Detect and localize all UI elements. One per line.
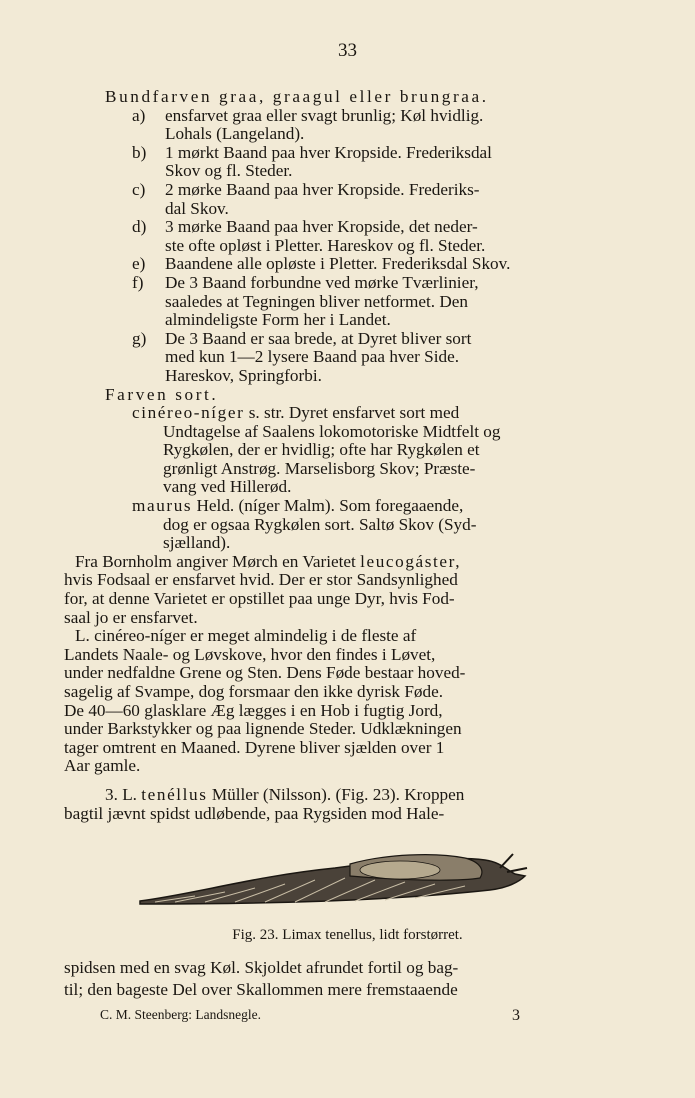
list-item-c: c) 2 mørke Baand paa hver Kropside. Frederiks- xyxy=(132,179,480,199)
page-body: Bundfarven graa, graagul eller brungraa. a) ensfarvet graa eller svagt brunlig; Køl hvidlig. Lohals (Langeland). b) 1 mørkt Baand paa hver Kropside. Frederiksdal Skov og fl. Steder. c) 2 mørke Baand paa hver Kropside. Frederiks- dal Skov. d) 3 mørke Baand paa hver Kropside, det neder- ste ofte opløst i Pletter. Hareskov og fl. Steder. e) Baandene alle opløste i Pletter. Frederiksdal Skov. f) De 3 Baand forbundne ved mørke Tværlinier, saaledes at Tegningen bliver netformet. Den almindeligste Form her i Landet. g) De 3 Baand er saa brede, at Dyret bliver sort med kun 1—2 lysere Baand paa hver Side. Hareskov, Springforbi. Farven sort. cinéreo-níger s. str. Dyret ensfarvet sort med Undtagelse af Saalens lokomotoriske Midtfelt og Rygkølen, der er hvidlig; ofte har Rygkølen et grønligt Anstrøg. Marselisborg Skov; Præste- vang ved Hillerød. maurus Held. (níger Malm). Som foregaaende, dog er ogsaa Rygkølen sort. Saltø Skov (Syd- sjælland). Fra Bornholm angiver Mørch en Varietet leucogáster, hvis Fodsaal er ensfarvet hvid. Der er stor Sandsynlighed for, at denne Varietet er opstillet paa unge Dyr, hvis Fod- saal jo er ensfarvet. L. cinéreo-níger er meget almindelig i de fleste af Landets Naale- og Løvskove, hvor den findes i Løvet, under nedfaldne Grene og Sten. Dens Føde bestaar hoved- sagelig af Svampe, dog forsmaar den ikke dyrisk Føde. De 40—60 glasklare Æg lægges i en Hob i fugtig Jord, under Barkstykker og paa lignende Steder. Udklækningen tager omtrent en Maaned. Dyrene bliver sjælden over 1 Aar gamle. 3. L. tenéllus Müller (Nilsson). (Fig. 23). Kroppen bagtil jævnt spidst udløbende, paa Rygsiden mod Hale- xyxy=(97,88,599,823)
list-item-e: e) Baandene alle opløste i Pletter. Frederiksdal Skov. xyxy=(132,254,511,274)
section-heading: Farven sort. xyxy=(105,384,219,404)
slug-illustration xyxy=(135,846,535,916)
list-item-f: f) De 3 Baand forbundne ved mørke Tværlinier, xyxy=(132,272,479,292)
text-line: Bundfarven graa, graagul eller brungraa. xyxy=(105,87,489,106)
signature-number: 3 xyxy=(512,1007,520,1024)
signature: C. M. Steenberg: Landsnegle. xyxy=(100,1007,261,1022)
paragraph-continued: spidsen med en svag Køl. Skjoldet afrundet fortil og bag- til; den bageste Del over Skallommen mere fremstaaende xyxy=(64,958,459,999)
list-item-d: d) 3 mørke Baand paa hver Kropside, det neder- xyxy=(132,217,478,237)
figure-caption: Fig. 23. Limax tenellus, lidt forstørret. xyxy=(232,927,463,943)
page-footer xyxy=(100,1007,520,1025)
list-item-a: a) ensfarvet graa eller svagt brunlig; Køl hvidlig. xyxy=(132,105,484,125)
paragraph: Fra Bornholm angiver Mørch en Varietet leucogáster, hvis Fodsaal er ensfarvet hvid. Der er stor Sandsynlighed for, at denne Varietet er opstillet paa unge Dyr, hvis Fod- saal jo er ensfarvet. L. cinéreo-níger er meget almindelig i de fleste af Landets Naale- og Løvskove, hvor den findes i Løvet, under nedfaldne Grene og Sten. Dens Føde bestaar hoved- sagelig af Svampe, dog forsmaar den ikke dyrisk Føde. De 40—60 glasklare Æg lægges i en Hob i fugtig Jord, under Barkstykker og paa lignende Steder. Udklækningen tager omtrent en Maaned. Dyrene bliver sjælden over 1 Aar gamle. 3. L. tenéllus Müller (Nilsson). (Fig. 23). Kroppen bagtil jævnt spidst udløbende, paa Rygsiden mod Hale- xyxy=(64,551,466,823)
list-item-g: g) De 3 Baand er saa brede, at Dyret bliver sort xyxy=(132,328,472,348)
list-item-b: b) 1 mørkt Baand paa hver Kropside. Frederiksdal xyxy=(132,142,492,162)
page-number: 33 xyxy=(338,40,357,61)
